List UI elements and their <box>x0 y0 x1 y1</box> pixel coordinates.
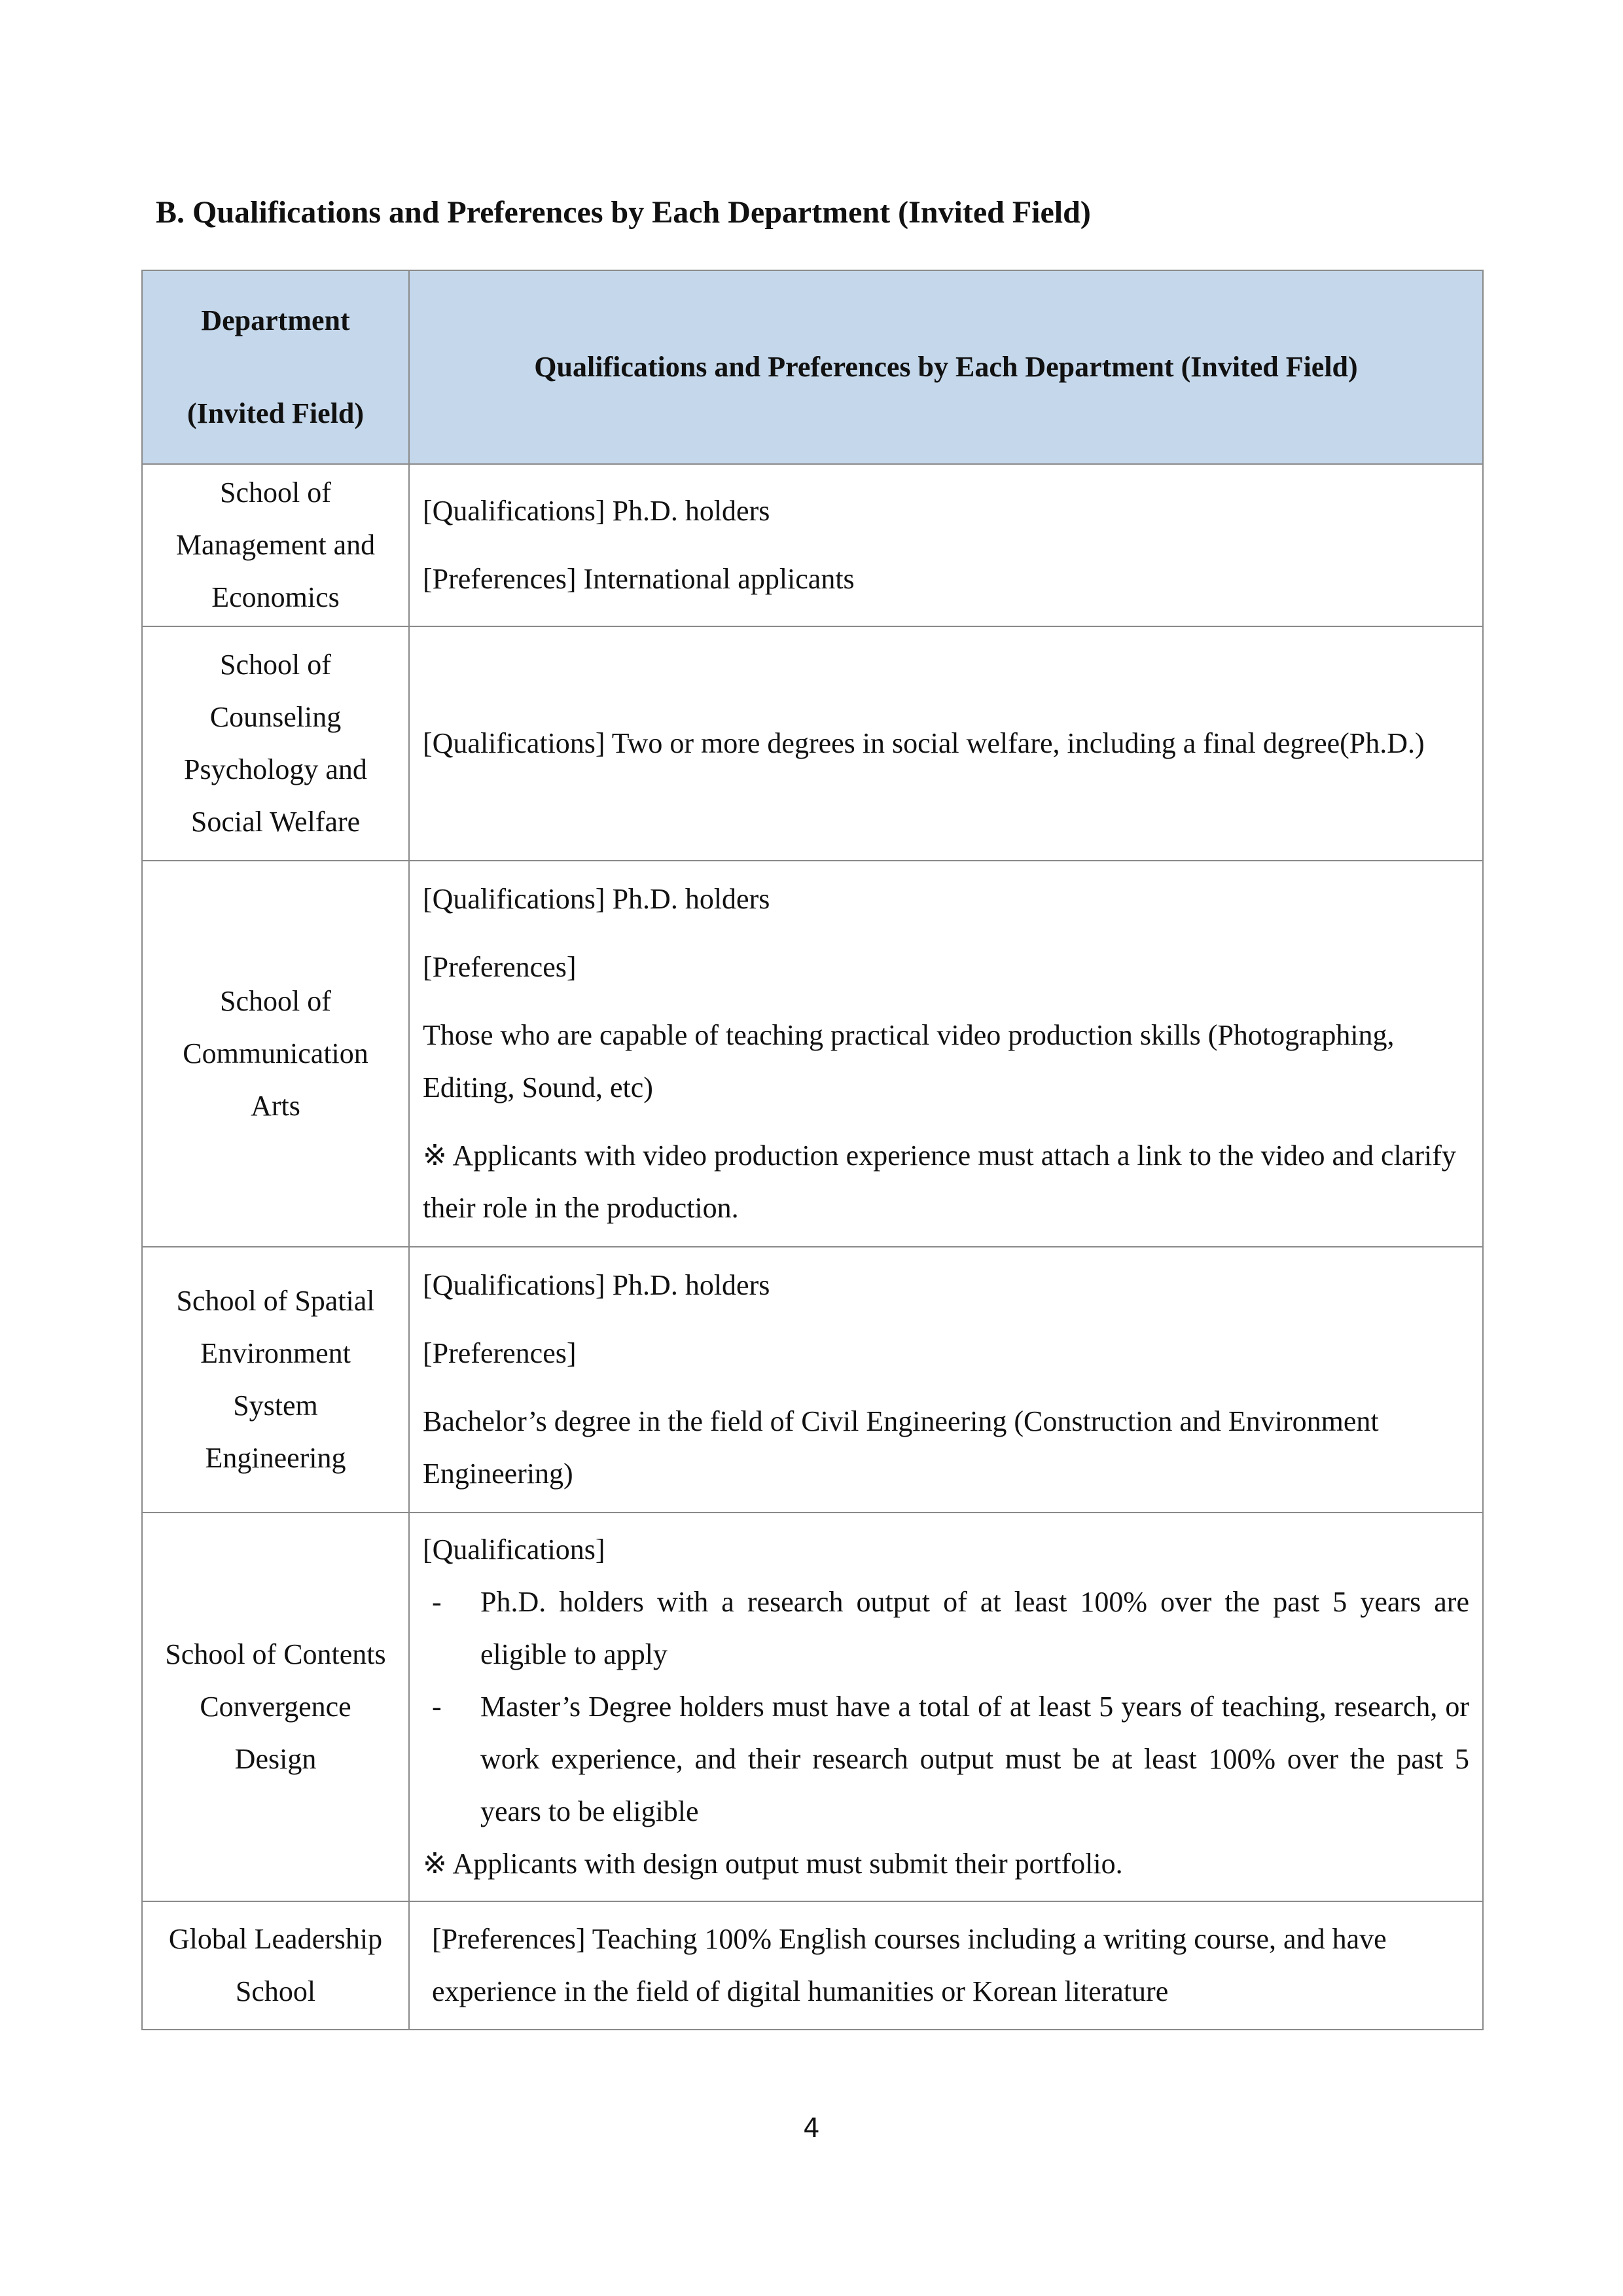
department-name-line: School of <box>220 649 331 681</box>
department-name-line: Economics <box>211 581 340 613</box>
preference-title: [Preferences] <box>423 951 577 983</box>
qualifications-column-header: Qualifications and Preferences by Each Department (Invited Field) <box>409 270 1483 464</box>
preference-line: [Preferences] Teaching 100% English courses including a writing course, and have experience in the field of digital humanities or Korean literature <box>432 1923 1387 2007</box>
department-header-line: Department <box>201 304 350 336</box>
qualification-title: [Qualifications] <box>423 1534 605 1566</box>
bullet-text: Ph.D. holders with a research output of at least 100% over the past 5 years are eligible to apply <box>480 1586 1469 1670</box>
qualification-line: [Qualifications] Ph.D. holders <box>423 883 770 915</box>
preference-line: [Preferences] International applicants <box>423 563 855 595</box>
qualifications-table <box>141 270 1484 2030</box>
table-row <box>142 626 1483 861</box>
department-name-line: School of <box>220 985 331 1017</box>
department-name-line: Global Leadership <box>168 1923 383 1955</box>
department-name-line: Social Welfare <box>190 806 361 838</box>
bullet-item <box>423 1576 1469 1681</box>
bullet-dash: - <box>432 1586 442 1618</box>
table-header-row <box>142 270 1483 464</box>
department-name-line: Engineering <box>205 1442 346 1474</box>
table-row <box>142 464 1483 626</box>
page-number: 4 <box>803 2113 820 2144</box>
department-name-line: Management and <box>175 529 376 561</box>
qualifications-cell <box>409 861 1483 1247</box>
department-name-line: School of Spatial <box>176 1285 375 1317</box>
preference-title: [Preferences] <box>423 1337 577 1369</box>
department-name-line: Design <box>234 1743 317 1775</box>
qualifications-cell <box>409 1901 1483 2030</box>
department-column-header <box>142 270 409 464</box>
table-row <box>142 861 1483 1247</box>
table-row <box>142 1247 1483 1513</box>
department-name-line: Environment <box>200 1337 351 1369</box>
note-line: ※ Applicants with design output must submit their portfolio. <box>423 1848 1123 1880</box>
department-name-line: School <box>235 1975 316 2007</box>
department-cell <box>142 1513 409 1901</box>
department-header-subline: (Invited Field) <box>187 397 365 429</box>
qualifications-cell <box>409 464 1483 626</box>
department-name-line: School of Contents <box>165 1638 386 1670</box>
department-name-line: Convergence <box>200 1691 351 1723</box>
department-cell <box>142 1901 409 2030</box>
department-name-line: System <box>233 1390 318 1422</box>
table-row <box>142 1901 1483 2030</box>
department-name-line: Communication <box>183 1037 368 1069</box>
qualifications-cell <box>409 626 1483 861</box>
department-name-line: School of <box>220 476 331 509</box>
preference-line: Bachelor’s degree in the field of Civil Engineering (Construction and Environment Engineering) <box>423 1405 1379 1490</box>
qualifications-cell <box>409 1247 1483 1513</box>
qualifications-cell <box>409 1513 1483 1901</box>
department-cell <box>142 1247 409 1513</box>
section-heading: B. Qualifications and Preferences by Each Department (Invited Field) <box>156 195 1091 230</box>
bullet-text: Master’s Degree holders must have a total of at least 5 years of teaching, research, or work experience, and their research output must be at least 100% over the past 5 years to be eligible <box>480 1691 1469 1827</box>
preference-line: Those who are capable of teaching practical video production skills (Photographing, Editing, Sound, etc) <box>423 1019 1395 1103</box>
qualification-line: [Qualifications] Two or more degrees in social welfare, including a final degree(Ph.D.) <box>423 727 1425 759</box>
department-name-line: Counseling <box>209 701 342 733</box>
note-line: ※ Applicants with video production experience must attach a link to the video and clarify their role in the production. <box>423 1139 1456 1224</box>
qualification-line: [Qualifications] Ph.D. holders <box>423 1269 770 1301</box>
bullet-item <box>423 1681 1469 1838</box>
department-cell <box>142 626 409 861</box>
table-row <box>142 1513 1483 1901</box>
bullet-dash: - <box>432 1691 442 1723</box>
department-cell <box>142 464 409 626</box>
department-name-line: Arts <box>251 1090 300 1122</box>
department-name-line: Psychology and <box>184 753 367 785</box>
department-cell <box>142 861 409 1247</box>
qualification-line: [Qualifications] Ph.D. holders <box>423 495 770 527</box>
